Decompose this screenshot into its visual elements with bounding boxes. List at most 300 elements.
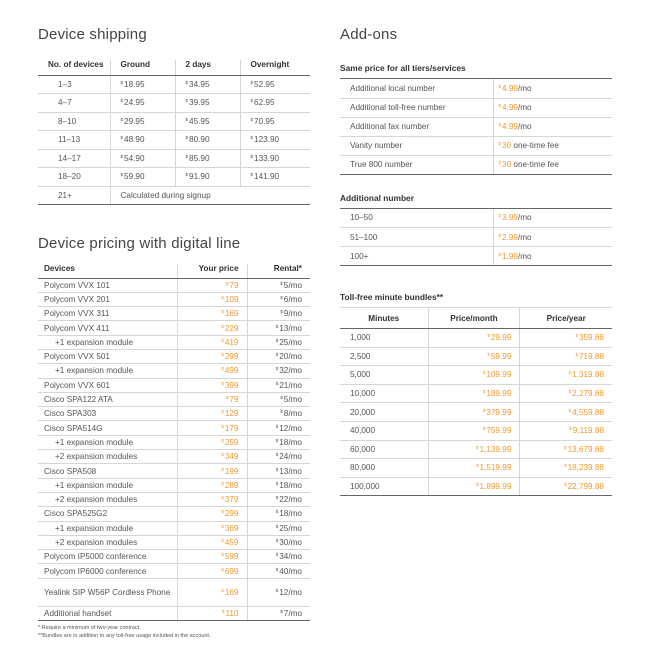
- currency-symbol: $: [275, 352, 279, 358]
- price-unit: one-time fee: [511, 160, 559, 169]
- table-row: [38, 292, 310, 306]
- price-cell: [247, 435, 310, 449]
- table-row: [340, 421, 612, 440]
- price-unit: /mo: [517, 251, 532, 261]
- device-count-cell: 21+: [38, 186, 110, 205]
- price-value: 48.90: [124, 135, 145, 145]
- price-value: 169: [224, 587, 239, 597]
- device-name-cell: Polycom VVX 101: [38, 278, 177, 292]
- table-row: [38, 112, 310, 131]
- price-cell: [428, 421, 520, 440]
- currency-symbol: $: [275, 523, 279, 529]
- addon-label-cell: Additional local number: [340, 79, 493, 98]
- table-row: [38, 131, 310, 150]
- currency-symbol: $: [568, 407, 572, 413]
- price-cell: [247, 564, 310, 578]
- currency-symbol: $: [275, 509, 279, 515]
- price-cell: [428, 459, 520, 478]
- price-unit: /mo: [517, 103, 532, 112]
- currency-symbol: $: [575, 333, 578, 339]
- device-name-cell: Polycom IP6000 conference: [38, 564, 177, 578]
- same-price-table-body: [340, 79, 612, 174]
- device-name-cell: Yealink SIP W56P Cordless Phone: [38, 578, 177, 606]
- currency-symbol: $: [225, 395, 229, 401]
- price-value: 20/mo: [279, 352, 302, 362]
- device-name-cell: Polycom VVX 601: [38, 378, 177, 392]
- price-value: 2.99: [502, 232, 518, 242]
- device-count-cell: 11–13: [38, 131, 110, 150]
- price-unit: /mo: [517, 213, 532, 223]
- currency-symbol: $: [498, 232, 502, 238]
- footnote: * Require a minimum of two-year contract.: [38, 625, 141, 631]
- currency-symbol: $: [275, 566, 279, 572]
- price-value: 54.90: [124, 153, 145, 163]
- additional-number-table-body: [340, 209, 612, 266]
- device-name-cell: +1 expansion module: [38, 435, 177, 449]
- price-unit: /mo: [517, 83, 532, 93]
- price-value: 80.90: [189, 135, 210, 145]
- currency-symbol: $: [575, 351, 578, 357]
- price-cell: [520, 384, 612, 403]
- currency-symbol: $: [275, 423, 279, 429]
- table-row: [38, 94, 310, 113]
- price-value: 109: [224, 294, 239, 304]
- currency-symbol: $: [475, 463, 479, 469]
- footnote: **Bundles are in addition to any toll-free usage included in the account.: [38, 633, 211, 639]
- table-row: [340, 366, 612, 385]
- price-value: 459: [224, 537, 239, 547]
- table-row: [38, 578, 310, 606]
- price-value: 30/mo: [279, 537, 302, 547]
- price-cell: [177, 407, 247, 421]
- currency-symbol: $: [498, 122, 502, 127]
- price-value: 29.99: [490, 333, 512, 343]
- price-cell: [177, 435, 247, 449]
- price-value: 179: [224, 423, 239, 433]
- price-cell: [247, 278, 310, 292]
- table-row: [38, 186, 310, 205]
- price-cell: [177, 478, 247, 492]
- price-cell: [247, 307, 310, 321]
- minutes-cell: 5,000: [340, 366, 428, 385]
- price-cell: [247, 535, 310, 549]
- price-value: 4.99: [502, 83, 518, 93]
- device-name-cell: +1 expansion module: [38, 478, 177, 492]
- price-cell: [240, 131, 310, 150]
- currency-symbol: $: [482, 426, 486, 432]
- currency-symbol: $: [498, 141, 502, 146]
- device-name-cell: +2 expansion modules: [38, 450, 177, 464]
- price-value: 18,239.88: [567, 463, 604, 473]
- currency-symbol: $: [250, 153, 254, 159]
- price-value: 699: [224, 566, 239, 576]
- column-header: Your price: [177, 264, 247, 278]
- shipping-title: Device shipping: [38, 26, 147, 43]
- left-column: [38, 26, 310, 621]
- price-cell: [110, 149, 175, 168]
- table-row: [38, 478, 310, 492]
- price-cell: [177, 335, 247, 349]
- device-name-cell: +2 expansion modules: [38, 535, 177, 549]
- price-value: 85.90: [189, 153, 210, 163]
- column-header: 2 days: [175, 60, 240, 75]
- shipping-table: [38, 60, 310, 205]
- price-cell: [110, 168, 175, 187]
- currency-symbol: $: [120, 172, 124, 178]
- currency-symbol: $: [498, 213, 502, 219]
- currency-symbol: $: [221, 423, 224, 429]
- price-value: 299: [224, 509, 239, 519]
- tollfree-title: Toll-free minute bundles**: [340, 292, 444, 302]
- price-value: 5/mo: [283, 280, 302, 290]
- device-name-cell: +1 expansion module: [38, 335, 177, 349]
- price-value: 1,139.99: [479, 444, 512, 454]
- currency-symbol: $: [221, 587, 224, 593]
- table-row: [38, 435, 310, 449]
- price-cell: [428, 403, 520, 422]
- device-name-cell: Polycom VVX 311: [38, 307, 177, 321]
- device-name-cell: +1 expansion module: [38, 521, 177, 535]
- currency-symbol: $: [498, 251, 502, 257]
- currency-symbol: $: [120, 79, 124, 85]
- price-cell: [428, 477, 520, 496]
- price-value: 45.95: [189, 116, 210, 126]
- currency-symbol: $: [185, 98, 189, 104]
- minutes-cell: 40,000: [340, 421, 428, 440]
- currency-symbol: $: [221, 352, 224, 358]
- price-cell: [428, 329, 520, 348]
- price-value: 8/mo: [283, 409, 302, 419]
- currency-symbol: $: [564, 482, 567, 488]
- price-cell: [247, 478, 310, 492]
- table-row: [38, 378, 310, 392]
- table-row: [340, 329, 612, 348]
- column-header: Devices: [38, 264, 177, 278]
- price-value: 1,519.99: [479, 463, 512, 473]
- price-value: 34/mo: [279, 552, 302, 562]
- price-cell: [493, 117, 612, 136]
- price-cell: [177, 392, 247, 406]
- price-cell: [175, 168, 240, 187]
- currency-symbol: $: [280, 409, 283, 415]
- additional-number-title: Additional number: [340, 193, 612, 209]
- column-header: Overnight: [240, 60, 310, 75]
- price-value: 4.99: [502, 103, 518, 112]
- price-value: 5/mo: [283, 395, 302, 405]
- price-value: 59.90: [124, 172, 145, 182]
- currency-symbol: $: [275, 552, 279, 558]
- same-price-title: Same price for all tiers/services: [340, 63, 612, 79]
- price-cell: [247, 407, 310, 421]
- price-value: 6/mo: [283, 294, 302, 304]
- table-header-row: [38, 60, 310, 75]
- table-row: [38, 392, 310, 406]
- price-cell: [240, 168, 310, 187]
- price-value: 79: [229, 280, 239, 290]
- price-value: 1,319.88: [572, 370, 604, 380]
- currency-symbol: $: [185, 135, 189, 141]
- device-name-cell: Additional handset: [38, 606, 177, 620]
- currency-symbol: $: [221, 566, 224, 572]
- minutes-cell: 1,000: [340, 329, 428, 348]
- price-value: 59.99: [490, 351, 512, 361]
- price-cell: [110, 112, 175, 131]
- device-name-cell: Cisco SPA122 ATA: [38, 392, 177, 406]
- currency-symbol: $: [221, 552, 224, 558]
- device-name-cell: +1 expansion module: [38, 364, 177, 378]
- currency-symbol: $: [221, 537, 224, 543]
- price-cell: [247, 364, 310, 378]
- device-name-cell: Cisco SPA514G: [38, 421, 177, 435]
- price-cell: [247, 378, 310, 392]
- addon-label-cell: True 800 number: [340, 155, 493, 174]
- price-value: 25/mo: [279, 523, 302, 533]
- price-value: 13,679.88: [567, 444, 604, 454]
- price-value: 299: [224, 352, 239, 362]
- shipping-table-body: [38, 75, 310, 205]
- table-row: [340, 209, 612, 228]
- price-cell: [520, 440, 612, 459]
- currency-symbol: $: [120, 135, 124, 141]
- price-value: 24/mo: [279, 452, 302, 462]
- currency-symbol: $: [275, 480, 279, 486]
- currency-symbol: $: [280, 608, 283, 614]
- table-row: [38, 278, 310, 292]
- device-pricing-table: [38, 264, 310, 621]
- addon-label-cell: 10–50: [340, 209, 493, 228]
- currency-symbol: $: [275, 466, 279, 472]
- price-unit: /mo: [517, 232, 532, 242]
- currency-symbol: $: [185, 79, 189, 85]
- price-value: 259: [224, 437, 239, 447]
- price-value: 110: [225, 608, 239, 618]
- currency-symbol: $: [120, 98, 124, 104]
- price-cell: [493, 228, 612, 247]
- currency-symbol: $: [275, 380, 279, 386]
- price-value: 1.99: [502, 251, 518, 261]
- device-name-cell: Polycom VVX 411: [38, 321, 177, 335]
- currency-symbol: $: [250, 79, 254, 85]
- price-cell: [177, 450, 247, 464]
- price-value: 133.90: [254, 153, 280, 163]
- price-cell: [247, 464, 310, 478]
- minutes-cell: 10,000: [340, 384, 428, 403]
- price-cell: [247, 450, 310, 464]
- currency-symbol: $: [275, 437, 279, 443]
- currency-symbol: $: [225, 280, 229, 286]
- price-value: 1,899.99: [479, 482, 512, 492]
- footnotes: [38, 624, 210, 640]
- price-value: 719.88: [578, 351, 604, 361]
- price-value: 169: [224, 309, 239, 319]
- currency-symbol: $: [221, 466, 224, 472]
- currency-symbol: $: [280, 309, 283, 315]
- currency-symbol: $: [185, 153, 189, 159]
- price-cell: [247, 606, 310, 620]
- price-value: 32/mo: [279, 366, 302, 376]
- table-row: [38, 149, 310, 168]
- currency-symbol: $: [280, 280, 283, 286]
- currency-symbol: $: [221, 337, 224, 343]
- price-value: 2,279.88: [572, 389, 604, 399]
- price-cell: [247, 521, 310, 535]
- price-cell: [493, 155, 612, 174]
- price-cell: [177, 378, 247, 392]
- price-value: 12/mo: [279, 423, 302, 433]
- table-row: [38, 307, 310, 321]
- price-value: 13/mo: [279, 323, 302, 333]
- price-value: 359.88: [578, 333, 604, 343]
- price-value: 141.90: [254, 172, 280, 182]
- device-count-cell: 14–17: [38, 149, 110, 168]
- currency-symbol: $: [120, 153, 124, 159]
- price-cell: [247, 321, 310, 335]
- price-value: 13/mo: [279, 466, 302, 476]
- price-value: 18/mo: [279, 437, 302, 447]
- price-value: 289: [224, 480, 239, 490]
- price-cell: [247, 507, 310, 521]
- price-value: 40/mo: [279, 566, 302, 576]
- currency-symbol: $: [487, 351, 490, 357]
- currency-symbol: $: [280, 395, 283, 401]
- price-value: 3.99: [502, 213, 518, 223]
- price-cell: [177, 578, 247, 606]
- price-value: 34.95: [189, 79, 210, 89]
- price-value: 18/mo: [279, 480, 302, 490]
- table-row: [38, 168, 310, 187]
- column-header: Price/year: [520, 308, 612, 329]
- currency-symbol: $: [221, 523, 224, 529]
- price-cell: [240, 94, 310, 113]
- currency-symbol: $: [221, 480, 224, 486]
- same-price-table: [340, 79, 612, 175]
- price-cell: [247, 578, 310, 606]
- table-row: [38, 507, 310, 521]
- table-row: [340, 403, 612, 422]
- currency-symbol: $: [250, 98, 254, 104]
- price-cell: [520, 347, 612, 366]
- price-value: 379.99: [486, 407, 512, 417]
- currency-symbol: $: [221, 495, 224, 501]
- column-header: Rental*: [247, 264, 310, 278]
- minutes-cell: 100,000: [340, 477, 428, 496]
- addon-label-cell: Vanity number: [340, 136, 493, 155]
- price-cell: [177, 364, 247, 378]
- table-row: [38, 335, 310, 349]
- price-cell: [110, 94, 175, 113]
- price-cell: [110, 131, 175, 150]
- minutes-cell: 60,000: [340, 440, 428, 459]
- price-unit: /mo: [517, 122, 532, 131]
- table-row: [38, 75, 310, 94]
- table-row: [340, 155, 612, 174]
- column-header: No. of devices: [38, 60, 110, 75]
- currency-symbol: $: [275, 337, 279, 343]
- price-value: 18/mo: [279, 509, 302, 519]
- currency-symbol: $: [482, 407, 486, 413]
- price-cell: [493, 247, 612, 266]
- price-value: 199: [224, 466, 239, 476]
- currency-symbol: $: [221, 323, 224, 329]
- table-row: [38, 464, 310, 478]
- price-cell: [175, 112, 240, 131]
- currency-symbol: $: [280, 294, 283, 300]
- table-row: [38, 550, 310, 564]
- price-value: 52.95: [254, 79, 275, 89]
- device-pricing-table-body: [38, 278, 310, 621]
- price-value: 30: [502, 160, 512, 169]
- price-value: 129: [224, 409, 239, 419]
- table-row: [340, 459, 612, 478]
- price-cell: [177, 292, 247, 306]
- device-name-cell: +2 expansion modules: [38, 492, 177, 506]
- price-cell: [177, 507, 247, 521]
- price-value: 22/mo: [279, 495, 302, 505]
- price-cell: [493, 136, 612, 155]
- price-cell: [175, 75, 240, 94]
- table-row: [340, 347, 612, 366]
- currency-symbol: $: [275, 537, 279, 543]
- currency-symbol: $: [482, 370, 486, 376]
- addon-label-cell: 51–100: [340, 228, 493, 247]
- column-header: Ground: [110, 60, 175, 75]
- currency-symbol: $: [221, 380, 224, 386]
- price-value: 29.95: [124, 116, 145, 126]
- currency-symbol: $: [221, 437, 224, 443]
- price-cell: [247, 421, 310, 435]
- device-name-cell: Cisco SPA508: [38, 464, 177, 478]
- addons-title: Add-ons: [340, 26, 398, 43]
- currency-symbol: $: [275, 452, 279, 458]
- price-value: 7/mo: [283, 608, 302, 618]
- price-value: 25/mo: [279, 337, 302, 347]
- price-value: 369: [224, 523, 239, 533]
- price-cell: [177, 606, 247, 620]
- currency-symbol: $: [275, 495, 279, 501]
- minutes-cell: 2,500: [340, 347, 428, 366]
- price-cell: [428, 366, 520, 385]
- table-row: [340, 228, 612, 247]
- price-cell: [520, 403, 612, 422]
- device-name-cell: Cisco SPA303: [38, 407, 177, 421]
- price-value: 499: [224, 366, 239, 376]
- currency-symbol: $: [221, 608, 225, 614]
- price-cell: [520, 459, 612, 478]
- table-row: [38, 564, 310, 578]
- addon-label-cell: Additional toll-free number: [340, 98, 493, 117]
- table-row: [340, 247, 612, 266]
- price-cell: [493, 209, 612, 228]
- tollfree-table: [340, 307, 612, 496]
- price-cell: [247, 392, 310, 406]
- price-value: 39.95: [189, 98, 210, 108]
- table-row: [340, 117, 612, 136]
- device-name-cell: Cisco SPA525G2: [38, 507, 177, 521]
- price-value: 4,559.88: [572, 407, 604, 417]
- price-value: 91.90: [189, 172, 210, 182]
- tollfree-table-body: [340, 329, 612, 496]
- device-name-cell: Polycom IP5000 conference: [38, 550, 177, 564]
- price-unit: one-time fee: [511, 141, 559, 150]
- table-row: [38, 407, 310, 421]
- column-header: Price/month: [428, 308, 520, 329]
- price-cell: [247, 335, 310, 349]
- price-cell: [177, 535, 247, 549]
- right-column: [340, 26, 612, 496]
- price-value: 189.99: [486, 389, 512, 399]
- price-value: 9,119.88: [572, 426, 604, 436]
- price-value: 349: [224, 452, 239, 462]
